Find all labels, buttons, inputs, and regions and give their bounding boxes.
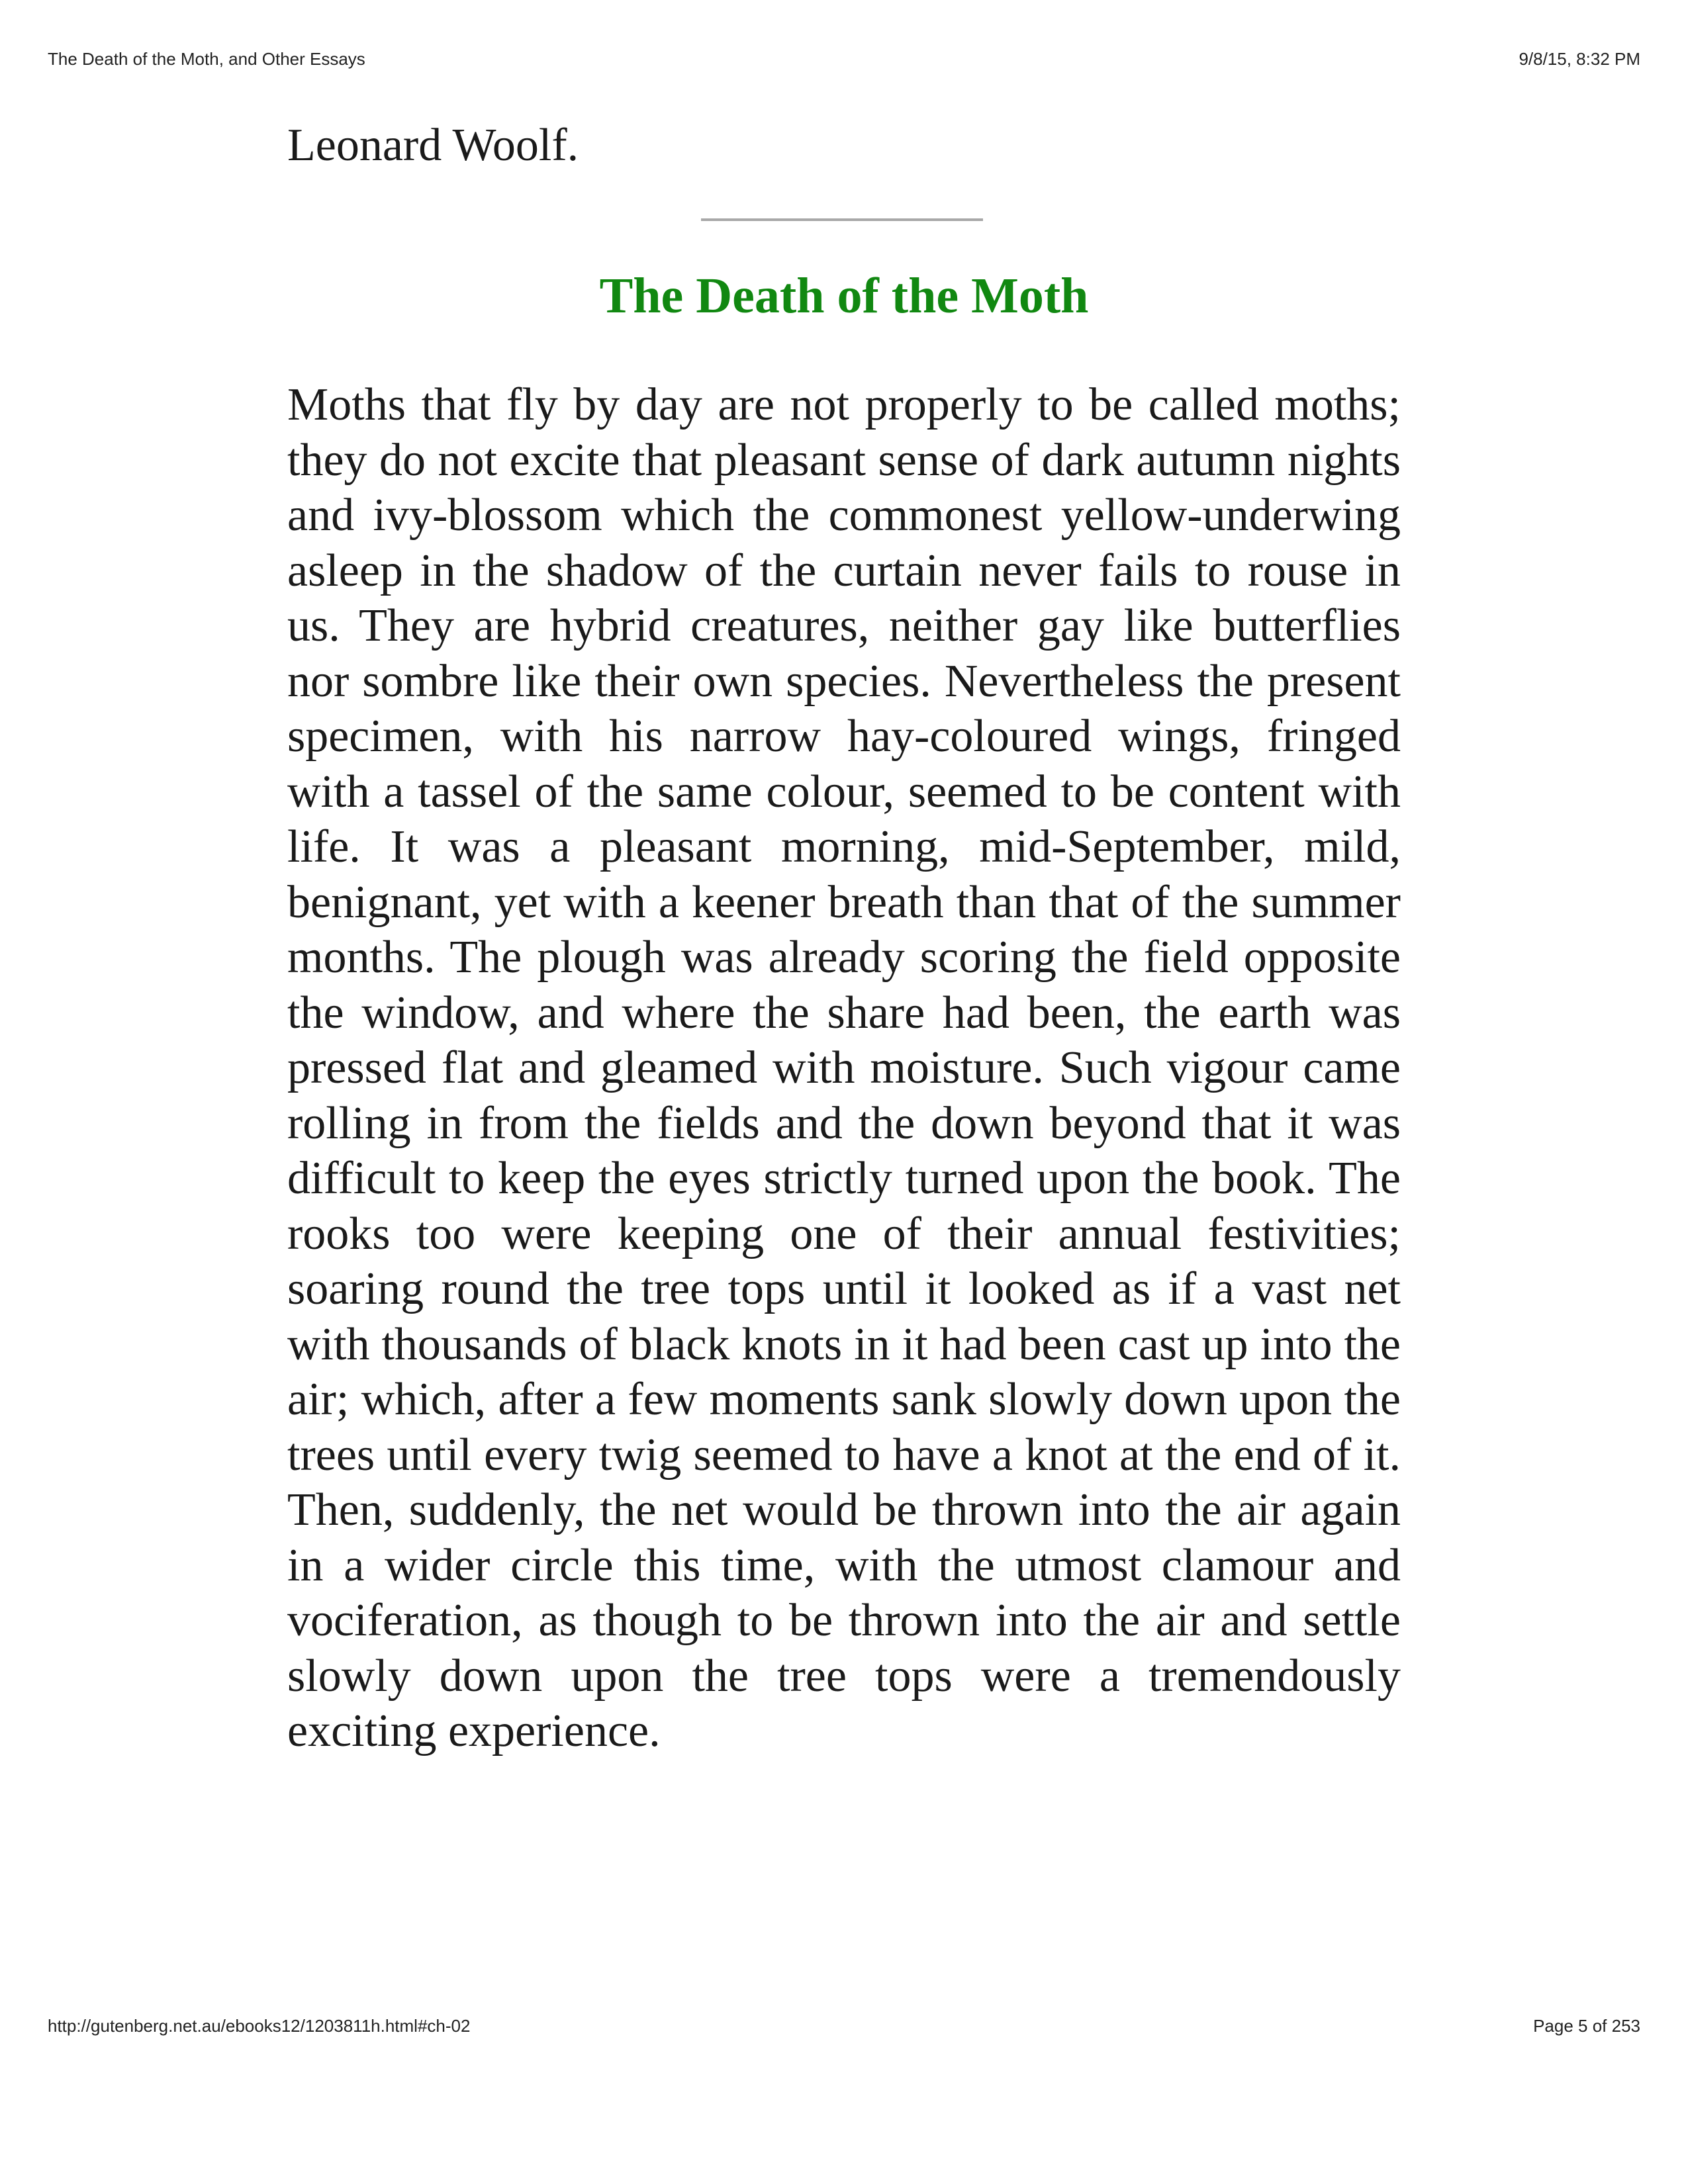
chapter-title: The Death of the Moth [599,268,1089,324]
section-divider [701,218,983,221]
print-datetime: 9/8/15, 8:32 PM [1519,49,1640,69]
print-header [48,49,1640,69]
print-footer [48,2016,1640,2036]
page-indicator: Page 5 of 253 [1533,2016,1640,2036]
letter-signature: Leonard Woolf. [287,120,579,171]
document-title: The Death of the Moth, and Other Essays [48,49,365,69]
body-paragraph: Moths that fly by day are not properly to be called moths; they do not excite that pleasant sense of dark autumn nights and ivy-blossom which the commonest yellow-underwing asleep in the shadow of the curtain never fails to rouse in us. They are hybrid creatures, neither gay like butterflies nor sombre like their own species. Nevertheless the present specimen, with his narrow hay-coloured wings, fringed with a tassel of the same colour, seemed to be content with life. It was a pleasant morning, mid-September, mild, benignant, yet with a keener breath than that of the summer months. The plough was already scoring the field opposite the window, and where the share had been, the earth was pressed flat and gleamed with moisture. Such vigour came rolling in from the fields and the down beyond that it was difficult to keep the eyes strictly turned upon the book. The rooks too were keeping one of their annual festivities; soaring round the tree tops until it looked as if a vast net with thousands of black knots in it had been cast up into the air; which, after a few moments sank slowly down upon the trees until every twig seemed to have a knot at the end of it. Then, suddenly, the net would be thrown into the air again in a wider circle this time, with the utmost clamour and vociferation, as though to be thrown into the air and settle slowly down upon the tree tops were a tremendously exciting experience. [287,379,1401,1756]
page-url: http://gutenberg.net.au/ebooks12/1203811h.html#ch-02 [48,2016,471,2036]
